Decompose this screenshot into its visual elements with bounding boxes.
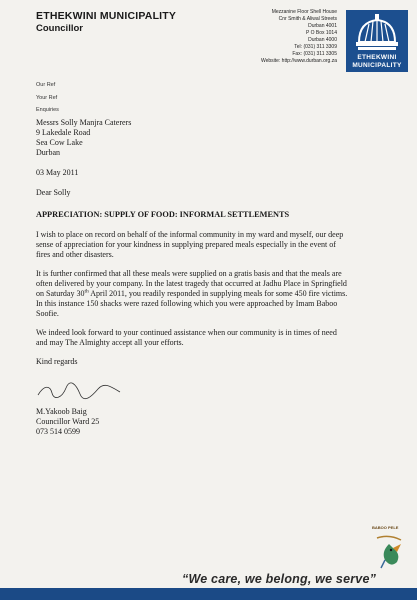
- address-line: Website: http://www.durban.org.za: [260, 58, 337, 64]
- paragraph-line: sense of appreciation for your kindness in supplying prepared meals especially in the event of: [36, 240, 336, 249]
- logo-text-line2: MUNICIPALITY: [352, 62, 402, 69]
- reference-block: [36, 79, 59, 117]
- addressee-line: 9 Lakedale Road: [36, 128, 91, 137]
- address-line: Cnr Smith & Aliwal Streets: [278, 16, 337, 22]
- paragraph-2: [36, 269, 388, 319]
- signatory-title: Councillor Ward 25: [36, 417, 100, 426]
- closing: Kind regards: [36, 357, 78, 366]
- address-line: Tel: (031) 311 3309: [294, 44, 337, 50]
- our-ref-label: Our Ref: [36, 82, 56, 88]
- addressee-line: Durban: [36, 148, 60, 157]
- paragraph-line: often delivered by your company. In the latest tragedy that occurred at Jadhu Place in Springfield: [36, 279, 347, 288]
- footer-slogan: “We care, we belong, we serve”: [182, 572, 377, 586]
- address-line: Mezzanine Floor Shell House: [271, 9, 337, 15]
- address-line: Durban 4001: [308, 23, 337, 29]
- addressee-block: [36, 118, 388, 158]
- paragraph-3: [36, 328, 388, 348]
- paragraph-line: on Saturday 30th April 2011, you readily responded in supplying meals for some 450 fire victims.: [36, 288, 348, 298]
- handwritten-signature: [36, 380, 122, 402]
- subject-line: APPRECIATION: SUPPLY OF FOOD: INFORMAL SETTLEMENTS: [36, 210, 290, 219]
- paragraph-line: In this instance 150 shacks were razed following which you were approached by Imam Baboo: [36, 299, 338, 308]
- address-line: P O Box 1014: [305, 30, 337, 36]
- paragraph-line: fires and other disasters.: [36, 250, 114, 259]
- office-address: [261, 9, 337, 65]
- address-line: Fax: (031) 311 3305: [292, 51, 337, 57]
- addressee-line: Messrs Solly Manjra Caterers: [36, 118, 132, 127]
- municipality-logo: [346, 10, 408, 72]
- paragraph-1: [36, 230, 388, 260]
- letterhead-role: Councillor: [36, 23, 83, 34]
- paragraph-line: I wish to place on record on behalf of the informal community in my ward and myself, our deep: [36, 230, 344, 239]
- paragraph-line: Soofie.: [36, 309, 59, 318]
- address-line: Durban 4000: [308, 37, 337, 43]
- paragraph-line: and may The Almighty accept all your efforts.: [36, 338, 184, 347]
- letterhead-organisation: ETHEKWINI MUNICIPALITY: [36, 10, 177, 22]
- emblem-caption: BABOO PELE: [372, 525, 399, 530]
- paragraph-line: It is further confirmed that all these meals were supplied on a gratis basis and that the meals are: [36, 269, 342, 278]
- paragraph-line: We indeed look forward to your continued assistance when our community is in times of need: [36, 328, 337, 337]
- salutation: Dear Solly: [36, 188, 71, 197]
- letter-date: 03 May 2011: [36, 168, 79, 177]
- enquiries-label: Enquiries: [36, 107, 59, 113]
- footer-bar: [0, 588, 417, 600]
- city-hall-dome-icon: [346, 10, 408, 54]
- signatory-name: M.Yakoob Baig: [36, 407, 87, 416]
- signatory-phone: 073 514 0599: [36, 427, 80, 436]
- bird-emblem-icon: [371, 532, 407, 572]
- addressee-line: Sea Cow Lake: [36, 138, 83, 147]
- signature-block: [36, 407, 388, 437]
- your-ref-label: Your Ref: [36, 94, 58, 101]
- logo-text-line1: ETHEKWINI: [357, 54, 397, 61]
